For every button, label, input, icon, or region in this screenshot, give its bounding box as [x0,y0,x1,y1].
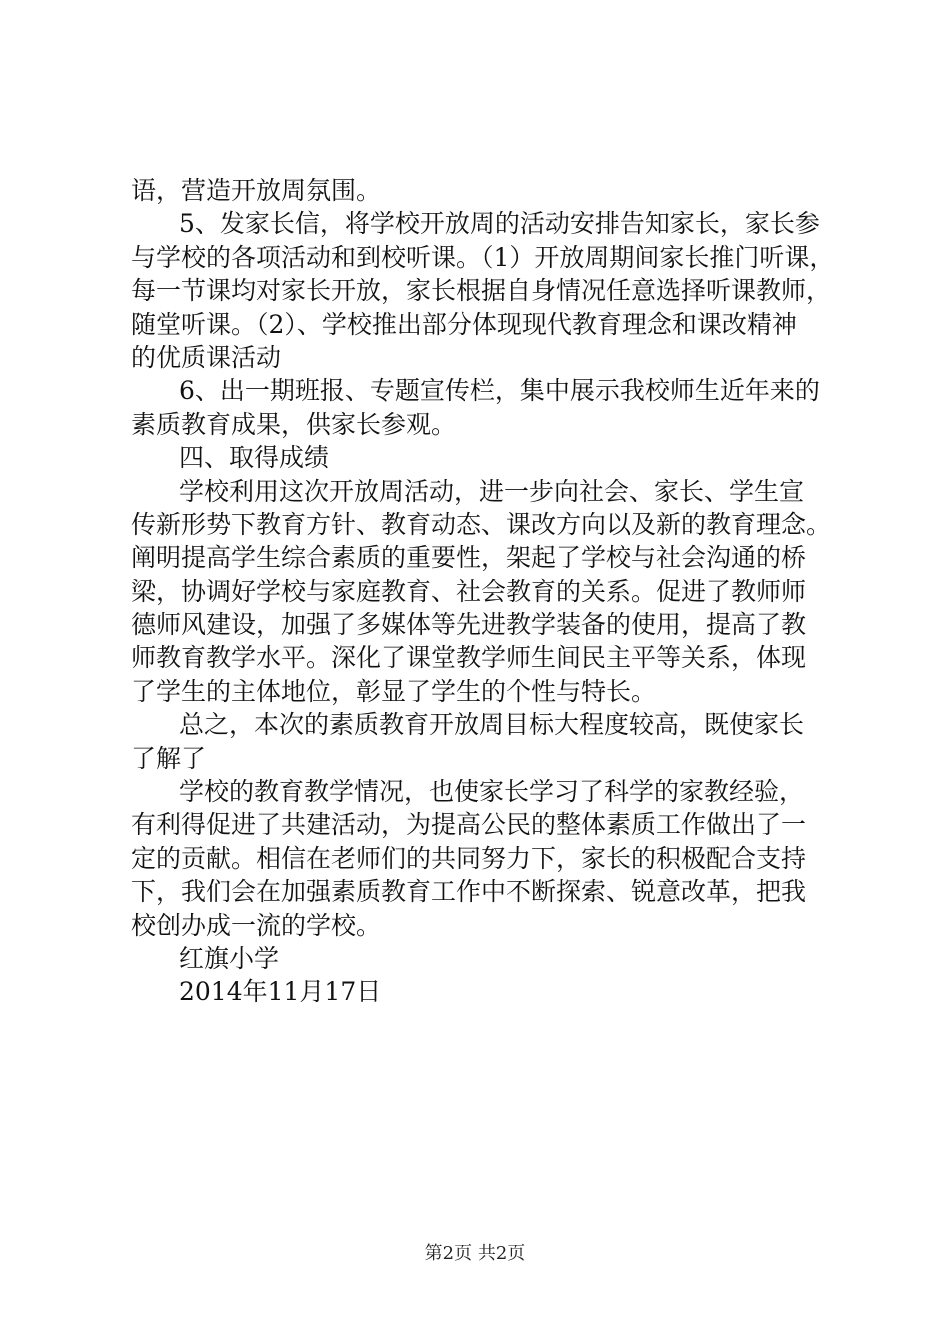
text-line: 校创办成一流的学校。 [131,910,382,940]
text-line: 6、出一期班报、专题宣传栏，集中展示我校师生近年来的 [179,376,820,406]
page-footer: 第2页 共2页 [424,1243,526,1264]
text-line: 学校利用这次开放周活动，进一步向社会、家长、学生宣 [179,476,805,506]
text-line: 四、取得成绩 [179,443,330,473]
text-line: 的优质课活动 [131,342,282,372]
text-line: 阐明提高学生综合素质的重要性，架起了学校与社会沟通的桥 [131,543,807,573]
text-line: 红旗小学 [179,943,280,973]
text-line: 素质教育成果，供家长参观。 [131,409,457,439]
text-line: 德师风建设，加强了多媒体等先进教学装备的使用，提高了教 [131,610,807,640]
text-line: 2014年11月17日 [179,977,382,1007]
text-line: 与学校的各项活动和到校听课。（1）开放周期间家长推门听课， [131,242,835,272]
text-line: 了学生的主体地位，彰显了学生的个性与特长。 [131,676,657,706]
text-line: 总之，本次的素质教育开放周目标大程度较高，既使家长 [179,710,805,740]
text-line: 学校的教育教学情况，也使家长学习了科学的家教经验， [179,777,805,807]
document-body [131,174,835,1009]
text-line: 了解了 [131,743,207,773]
text-line: 随堂听课。（2）、学校推出部分体现现代教育理念和课改精神 [131,309,797,339]
text-line: 语，营造开放周氛围。 [131,176,382,205]
text-line: 师教育教学水平。深化了课堂教学师生间民主平等关系，体现 [131,643,807,673]
text-line: 下，我们会在加强素质教育工作中不断探索、锐意改革，把我 [131,877,807,907]
text-line: 有利得促进了共建活动，为提高公民的整体素质工作做出了一 [131,810,807,840]
text-line: 5、发家长信，将学校开放周的活动安排告知家长，家长参 [179,209,820,239]
text-line: 传新形势下教育方针、教育动态、课改方向以及新的教育理念。 [131,509,832,539]
text-line: 每一节课均对家长开放，家长根据自身情况任意选择听课教师， [131,276,832,306]
text-line: 定的贡献。相信在老师们的共同努力下，家长的积极配合支持 [131,843,807,873]
text-line: 梁，协调好学校与家庭教育、社会教育的关系。促进了教师师 [131,576,807,606]
